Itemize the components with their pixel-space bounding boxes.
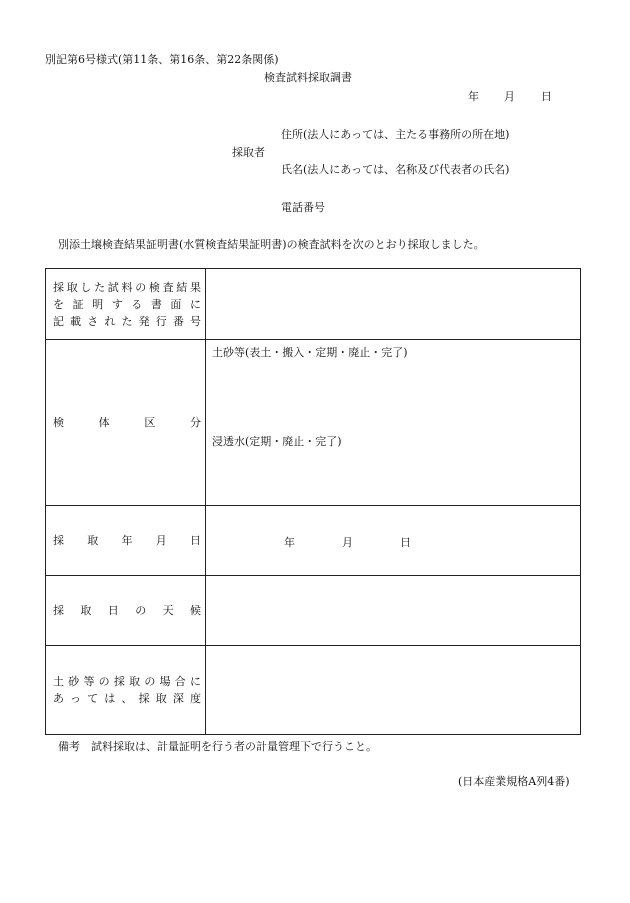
issue-number-label-line-1: 採取した試料の検査結果 [53,280,201,294]
document-title: 検査試料採取調書 [264,71,352,84]
table-row-sampling-date [46,506,581,576]
form-reference: 別記第6号様式(第11条、第16条、第22条関係) [45,53,279,66]
issue-number-label-line-2: を証明する書面に [53,297,201,311]
sampling-date-field[interactable] [206,506,581,576]
sampling-date-month: 月 [342,536,353,549]
sampling-depth-label [46,646,206,735]
remarks-note: 備考 試料採取は、計量証明を行う者の計量管理下で行うこと。 [58,740,377,753]
sampling-depth-label-line-1: 土砂等の採取の場合に [53,675,201,688]
weather-label [46,576,206,646]
specimen-category-label-text: 検体区分 [53,416,201,429]
table-row-weather [46,576,581,646]
sampler-address: 住所(法人にあっては、主たる事務所の所在地) [281,128,510,141]
date-month: 月 [504,90,515,103]
soil-category-option: 土砂等(表土・搬入・定期・廃止・完了) [212,346,408,359]
table-row-issue-number [46,269,581,340]
intro-statement: 別添土壌検査結果証明書(水質検査結果証明書)の検査試料を次のとおり採取しました。 [58,238,485,251]
issue-number-label-line-3: 記載された発行番号 [53,314,201,328]
sampler-label: 採取者 [232,146,265,159]
sampler-phone: 電話番号 [281,201,325,214]
date-day: 日 [541,90,552,103]
weather-label-text: 採取日の天候 [53,604,201,617]
paper-size-footer: (日本産業規格A列4番) [458,775,570,788]
issue-number-field[interactable] [206,269,581,340]
sampling-date-label-text: 採取年月日 [53,534,201,547]
sampler-name: 氏名(法人にあっては、名称及び代表者の氏名) [281,163,510,176]
weather-field[interactable] [206,576,581,646]
issue-number-label [46,269,206,340]
sampling-depth-field[interactable] [206,646,581,735]
leachate-category-option: 浸透水(定期・廃止・完了) [212,435,342,448]
sampling-depth-label-line-2: あっては、採取深度 [53,692,201,705]
sampling-date-label [46,506,206,576]
date-year: 年 [468,90,479,103]
sampling-date-day: 日 [400,536,411,549]
specimen-category-label [46,340,206,506]
table-row-sampling-depth [46,646,581,735]
table-row-specimen-category [46,340,581,506]
specimen-category-field[interactable] [206,340,581,506]
sampling-record-table [45,268,581,735]
sampling-date-year: 年 [284,536,295,549]
